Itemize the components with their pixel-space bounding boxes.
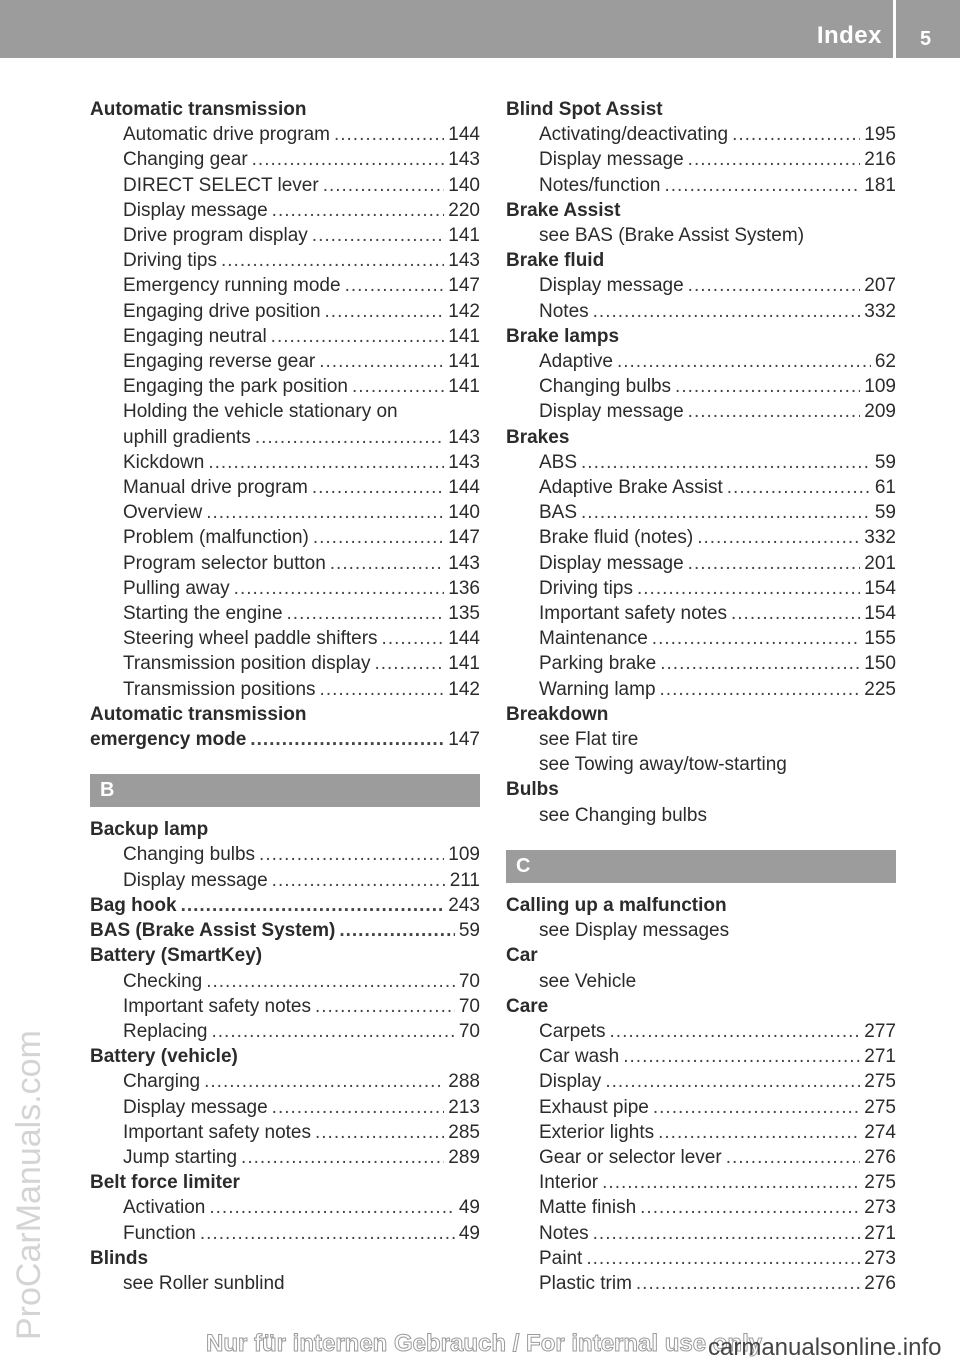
- index-subentry: [90, 500, 480, 525]
- dot-leader: [315, 994, 455, 1019]
- index-entry-heading: Blind Spot Assist: [506, 99, 663, 120]
- dot-leader: [212, 1019, 455, 1044]
- section-title: Index: [816, 22, 882, 49]
- page-reference: 141: [448, 225, 480, 247]
- dot-leader: [653, 1095, 860, 1120]
- entry-label: Display message: [539, 275, 684, 297]
- page-reference: 109: [864, 376, 896, 398]
- entry-label: Parking brake: [539, 653, 657, 675]
- index-subentry: [90, 299, 480, 324]
- index-subentry: [506, 551, 896, 576]
- page-reference: 141: [448, 376, 480, 398]
- entry-label: Important safety notes: [123, 1121, 311, 1143]
- page-reference: 275: [864, 1172, 896, 1194]
- index-subentry: [90, 651, 480, 676]
- index-subentry: [506, 273, 896, 298]
- index-subentry: [506, 651, 896, 676]
- dot-leader: [339, 918, 455, 943]
- page-reference: 70: [458, 995, 480, 1017]
- entry-label: Driving tips: [123, 250, 217, 272]
- index-subentry: see Vehicle: [539, 970, 637, 992]
- entry-label: Kickdown: [123, 451, 205, 473]
- dot-leader: [593, 1221, 861, 1246]
- dot-leader: [272, 868, 446, 893]
- dot-leader: [652, 626, 861, 651]
- dot-leader: [272, 198, 445, 223]
- index-subentry: [90, 198, 480, 223]
- index-subentry: [506, 1095, 896, 1120]
- dot-leader: [382, 626, 445, 651]
- dot-leader: [732, 122, 860, 147]
- index-entry-heading: Belt force limiter: [90, 1172, 240, 1194]
- index-subentry: see Towing away/tow-starting: [539, 754, 787, 776]
- page-reference: 59: [458, 920, 480, 942]
- dot-leader: [313, 525, 444, 550]
- dot-leader: [221, 248, 444, 273]
- index-subentry: [506, 1246, 896, 1271]
- index-subentry: [90, 273, 480, 298]
- page-reference: 49: [458, 1222, 480, 1244]
- dot-leader: [234, 576, 445, 601]
- page-reference: 136: [448, 577, 480, 599]
- page-reference: 135: [448, 603, 480, 625]
- index-subentry: [90, 868, 480, 893]
- index-entry-heading: Brakes: [506, 426, 570, 448]
- index-subentry: see Roller sunblind: [123, 1272, 285, 1294]
- entry-label: Engaging reverse gear: [123, 351, 316, 373]
- entry-label: Jump starting: [123, 1146, 238, 1168]
- dot-leader: [352, 374, 444, 399]
- page-reference: 70: [458, 1020, 480, 1042]
- side-watermark: ProCarManuals.com: [10, 1030, 48, 1340]
- page-reference: 275: [864, 1096, 896, 1118]
- entry-label: Engaging neutral: [123, 325, 267, 347]
- dot-leader: [206, 500, 444, 525]
- dot-leader: [688, 551, 861, 576]
- entry-label: Replacing: [123, 1020, 208, 1042]
- entry-label: Transmission position display: [123, 653, 371, 675]
- index-subentry: [90, 842, 480, 867]
- index-subentry: see Changing bulbs: [539, 804, 707, 826]
- dot-leader: [731, 601, 860, 626]
- entry-label: Pulling away: [123, 577, 230, 599]
- entry-label: Checking: [123, 970, 203, 992]
- entry-label: Gear or selector lever: [539, 1146, 722, 1168]
- entry-label: Emergency running mode: [123, 275, 341, 297]
- header-divider: [893, 0, 896, 58]
- entry-label: Adaptive Brake Assist: [539, 477, 723, 499]
- index-entry-heading: [90, 893, 480, 918]
- index-subentry: [90, 173, 480, 198]
- index-subentry: see Display messages: [539, 920, 730, 942]
- entry-label: BAS (Brake Assist System): [90, 920, 336, 942]
- entry-label: Exterior lights: [539, 1121, 655, 1143]
- dot-leader: [726, 1145, 861, 1170]
- page-reference: 142: [448, 300, 480, 322]
- index-entry-heading: Automatic transmission: [90, 99, 307, 120]
- index-subentry: see Flat tire: [539, 729, 639, 751]
- page-reference: 49: [458, 1197, 480, 1219]
- index-subentry: [90, 374, 480, 399]
- entry-label: Maintenance: [539, 628, 648, 650]
- index-subentry: [90, 1069, 480, 1094]
- index-subentry: [90, 475, 480, 500]
- index-subentry: [90, 551, 480, 576]
- page-reference: 59: [874, 502, 896, 524]
- index-subentry: [506, 1221, 896, 1246]
- entry-label: Function: [123, 1222, 196, 1244]
- dot-leader: [610, 1019, 861, 1044]
- footer-site-watermark: carmanualsonline.info: [708, 1334, 942, 1361]
- entry-label: Interior: [539, 1172, 599, 1194]
- entry-label: Engaging drive position: [123, 300, 321, 322]
- page-reference: 332: [864, 527, 896, 549]
- entry-label: Display message: [123, 869, 268, 891]
- dot-leader: [319, 349, 444, 374]
- page-number: 5: [920, 28, 932, 50]
- entry-label: Paint: [539, 1247, 583, 1269]
- index-subentry: [90, 450, 480, 475]
- dot-leader: [664, 173, 860, 198]
- page-reference: 61: [874, 477, 896, 499]
- page-reference: 143: [448, 149, 480, 171]
- index-subentry: [506, 374, 896, 399]
- entry-label: Charging: [123, 1071, 201, 1093]
- dot-leader: [640, 1195, 860, 1220]
- dot-leader: [636, 1271, 860, 1296]
- index-entry-heading: Brake fluid: [506, 250, 605, 272]
- index-subentry: [90, 601, 480, 626]
- index-subentry: [90, 1120, 480, 1145]
- dot-leader: [250, 727, 444, 752]
- index-entry-heading: Brake lamps: [506, 325, 620, 347]
- entry-label: ABS: [539, 451, 578, 473]
- index-subentry: [506, 1195, 896, 1220]
- index-column-right: [506, 97, 896, 1296]
- dot-leader: [330, 551, 445, 576]
- entry-label: Important safety notes: [123, 995, 311, 1017]
- index-subentry: [90, 677, 480, 702]
- index-subentry: [90, 1145, 480, 1170]
- page-reference: 273: [864, 1197, 896, 1219]
- page-reference: 109: [448, 844, 480, 866]
- page-reference: 147: [448, 527, 480, 549]
- index-entry-heading: Battery (SmartKey): [90, 945, 263, 967]
- page-reference: 141: [448, 351, 480, 373]
- entry-label: Display message: [123, 199, 268, 221]
- page-reference: 140: [448, 174, 480, 196]
- index-subentry: Holding the vehicle stationary on: [123, 401, 398, 423]
- index-subentry: [90, 1019, 480, 1044]
- dot-leader: [623, 1044, 860, 1069]
- entry-label: Brake fluid (notes): [539, 527, 694, 549]
- entry-label: Manual drive program: [123, 477, 308, 499]
- index-entry-heading: Battery (vehicle): [90, 1046, 238, 1068]
- page-reference: 289: [448, 1146, 480, 1168]
- entry-label: Starting the engine: [123, 603, 283, 625]
- page-reference: 275: [864, 1071, 896, 1093]
- index-subentry: [90, 969, 480, 994]
- index-entry-heading: [90, 918, 480, 943]
- index-subentry: [506, 500, 896, 525]
- index-subentry: see BAS (Brake Assist System): [539, 225, 805, 247]
- dot-leader: [271, 324, 445, 349]
- entry-label: Display message: [539, 149, 684, 171]
- entry-label: Changing bulbs: [123, 844, 256, 866]
- entry-label: Display message: [539, 401, 684, 423]
- page-reference: 70: [458, 970, 480, 992]
- page-reference: 276: [864, 1272, 896, 1294]
- page-reference: 216: [864, 149, 896, 171]
- dot-leader: [181, 893, 445, 918]
- index-letter-header: B: [90, 774, 480, 807]
- dot-leader: [255, 425, 444, 450]
- dot-leader: [660, 651, 860, 676]
- index-subentry: [90, 994, 480, 1019]
- dot-leader: [345, 273, 445, 298]
- dot-leader: [688, 147, 861, 172]
- index-subentry: [506, 626, 896, 651]
- page-reference: 143: [448, 451, 480, 473]
- index-entry-heading: [90, 727, 480, 752]
- index-subentry: [90, 1221, 480, 1246]
- page-reference: 207: [864, 275, 896, 297]
- page-reference: 144: [448, 124, 480, 146]
- page-reference: 201: [864, 552, 896, 574]
- page-reference: 271: [864, 1222, 896, 1244]
- dot-leader: [315, 1120, 444, 1145]
- dot-leader: [208, 450, 444, 475]
- index-subentry: [90, 1195, 480, 1220]
- page-reference: 181: [864, 174, 896, 196]
- page-reference: 276: [864, 1146, 896, 1168]
- dot-leader: [334, 122, 444, 147]
- page-reference: 154: [864, 603, 896, 625]
- index-subentry: [506, 173, 896, 198]
- index-subentry: [506, 525, 896, 550]
- index-subentry: [90, 525, 480, 550]
- page-reference: 142: [448, 678, 480, 700]
- index-subentry: [90, 147, 480, 172]
- dot-leader: [287, 601, 445, 626]
- entry-label: emergency mode: [90, 729, 247, 751]
- dot-leader: [272, 1095, 445, 1120]
- entry-label: Bag hook: [90, 894, 177, 916]
- entry-label: Activating/deactivating: [539, 124, 729, 146]
- page-reference: 225: [864, 678, 896, 700]
- index-subentry: [506, 576, 896, 601]
- entry-label: Plastic trim: [539, 1272, 632, 1294]
- entry-label: Important safety notes: [539, 603, 727, 625]
- dot-leader: [697, 525, 860, 550]
- page-reference: 213: [448, 1096, 480, 1118]
- index-subentry: [506, 299, 896, 324]
- index-subentry: [90, 626, 480, 651]
- index-entry-heading: Car: [506, 945, 538, 967]
- header-bar: [0, 0, 960, 58]
- dot-leader: [581, 500, 871, 525]
- index-entry-heading: Backup lamp: [90, 819, 209, 841]
- entry-label: Matte finish: [539, 1197, 637, 1219]
- internal-use-notice: Nur für internen Gebrauch / For internal use only: [206, 1330, 763, 1357]
- index-subentry: [506, 147, 896, 172]
- index-subentry: [90, 425, 480, 450]
- index-subentry: [506, 399, 896, 424]
- index-subentry: [506, 1145, 896, 1170]
- dot-leader: [605, 1069, 860, 1094]
- dot-leader: [209, 1195, 454, 1220]
- entry-label: Automatic drive program: [123, 124, 330, 146]
- page-reference: 273: [864, 1247, 896, 1269]
- index-subentry: [90, 223, 480, 248]
- entry-label: Steering wheel paddle shifters: [123, 628, 378, 650]
- page-reference: 141: [448, 653, 480, 675]
- page-reference: 147: [448, 275, 480, 297]
- page-reference: 62: [874, 351, 896, 373]
- index-subentry: [506, 1019, 896, 1044]
- page-reference: 154: [864, 577, 896, 599]
- dot-leader: [259, 842, 444, 867]
- index-subentry: [90, 122, 480, 147]
- index-subentry: [90, 248, 480, 273]
- index-letter-header: C: [506, 850, 896, 883]
- index-entry-heading: Breakdown: [506, 703, 609, 725]
- page-reference: 274: [864, 1121, 896, 1143]
- entry-label: Overview: [123, 502, 203, 524]
- index-subentry: [506, 1120, 896, 1145]
- page-reference: 195: [864, 124, 896, 146]
- index-entry-heading: Care: [506, 995, 549, 1017]
- entry-label: Warning lamp: [539, 678, 656, 700]
- page-reference: 285: [448, 1121, 480, 1143]
- entry-label: Drive program display: [123, 225, 308, 247]
- page-reference: 277: [864, 1020, 896, 1042]
- page-reference: 271: [864, 1046, 896, 1068]
- page-reference: 147: [448, 729, 480, 751]
- entry-label: Program selector button: [123, 552, 326, 574]
- dot-leader: [312, 475, 444, 500]
- index-subentry: [506, 450, 896, 475]
- index-subentry: [506, 601, 896, 626]
- index-entry-heading: Blinds: [90, 1247, 149, 1269]
- entry-label: Notes/function: [539, 174, 661, 196]
- dot-leader: [586, 1246, 860, 1271]
- entry-label: Display message: [123, 1096, 268, 1118]
- dot-leader: [325, 299, 445, 324]
- entry-label: Engaging the park position: [123, 376, 348, 398]
- dot-leader: [241, 1145, 444, 1170]
- index-entry-heading: Bulbs: [506, 779, 559, 801]
- index-subentry: [506, 677, 896, 702]
- entry-label: Activation: [123, 1197, 206, 1219]
- index-subentry: [90, 349, 480, 374]
- dot-leader: [312, 223, 445, 248]
- dot-leader: [675, 374, 860, 399]
- dot-leader: [374, 651, 444, 676]
- page-reference: 144: [448, 628, 480, 650]
- index-column-left: [90, 97, 480, 1296]
- index-subentry: [506, 349, 896, 374]
- index-entry-heading: Automatic transmission: [90, 703, 307, 725]
- entry-label: Transmission positions: [123, 678, 316, 700]
- dot-leader: [637, 576, 860, 601]
- page-reference: 150: [864, 653, 896, 675]
- entry-label: Problem (malfunction): [123, 527, 309, 549]
- page-reference: 143: [448, 426, 480, 448]
- page-reference: 220: [448, 199, 480, 221]
- dot-leader: [593, 299, 861, 324]
- dot-leader: [727, 475, 871, 500]
- index-subentry: [506, 1069, 896, 1094]
- dot-leader: [320, 677, 445, 702]
- dot-leader: [660, 677, 861, 702]
- page-reference: 211: [449, 869, 480, 891]
- page-reference: 288: [448, 1071, 480, 1093]
- entry-label: Exhaust pipe: [539, 1096, 649, 1118]
- entry-label: Notes: [539, 300, 589, 322]
- page-reference: 141: [448, 325, 480, 347]
- index-subentry: [90, 324, 480, 349]
- dot-leader: [602, 1170, 860, 1195]
- index-subentry: [90, 1095, 480, 1120]
- index-subentry: [90, 576, 480, 601]
- index-subentry: [506, 1170, 896, 1195]
- dot-leader: [658, 1120, 860, 1145]
- entry-label: DIRECT SELECT lever: [123, 174, 319, 196]
- dot-leader: [200, 1221, 455, 1246]
- page-reference: 143: [448, 250, 480, 272]
- dot-leader: [581, 450, 871, 475]
- entry-label: Display message: [539, 552, 684, 574]
- entry-label: Driving tips: [539, 577, 633, 599]
- entry-label: Display: [539, 1071, 602, 1093]
- page-reference: 59: [874, 451, 896, 473]
- entry-label: Car wash: [539, 1046, 620, 1068]
- dot-leader: [688, 273, 861, 298]
- index-subentry: [506, 475, 896, 500]
- entry-label: Carpets: [539, 1020, 606, 1042]
- page-reference: 243: [448, 894, 480, 916]
- dot-leader: [617, 349, 871, 374]
- entry-label: BAS: [539, 502, 578, 524]
- entry-label: Notes: [539, 1222, 589, 1244]
- page-reference: 332: [864, 300, 896, 322]
- index-entry-heading: Brake Assist: [506, 199, 621, 221]
- page-reference: 155: [864, 628, 896, 650]
- dot-leader: [688, 399, 861, 424]
- index-subentry: [506, 1044, 896, 1069]
- entry-label: Adaptive: [539, 351, 613, 373]
- dot-leader: [323, 173, 445, 198]
- index-subentry: [506, 122, 896, 147]
- page-reference: 140: [448, 502, 480, 524]
- index-entry-heading: Calling up a malfunction: [506, 894, 727, 916]
- entry-label: Changing bulbs: [539, 376, 672, 398]
- dot-leader: [252, 147, 445, 172]
- page-reference: 209: [864, 401, 896, 423]
- page-reference: 143: [448, 552, 480, 574]
- entry-label: uphill gradients: [123, 426, 251, 448]
- dot-leader: [204, 1069, 444, 1094]
- page-reference: 144: [448, 477, 480, 499]
- entry-label: Changing gear: [123, 149, 248, 171]
- dot-leader: [206, 969, 455, 994]
- index-subentry: [506, 1271, 896, 1296]
